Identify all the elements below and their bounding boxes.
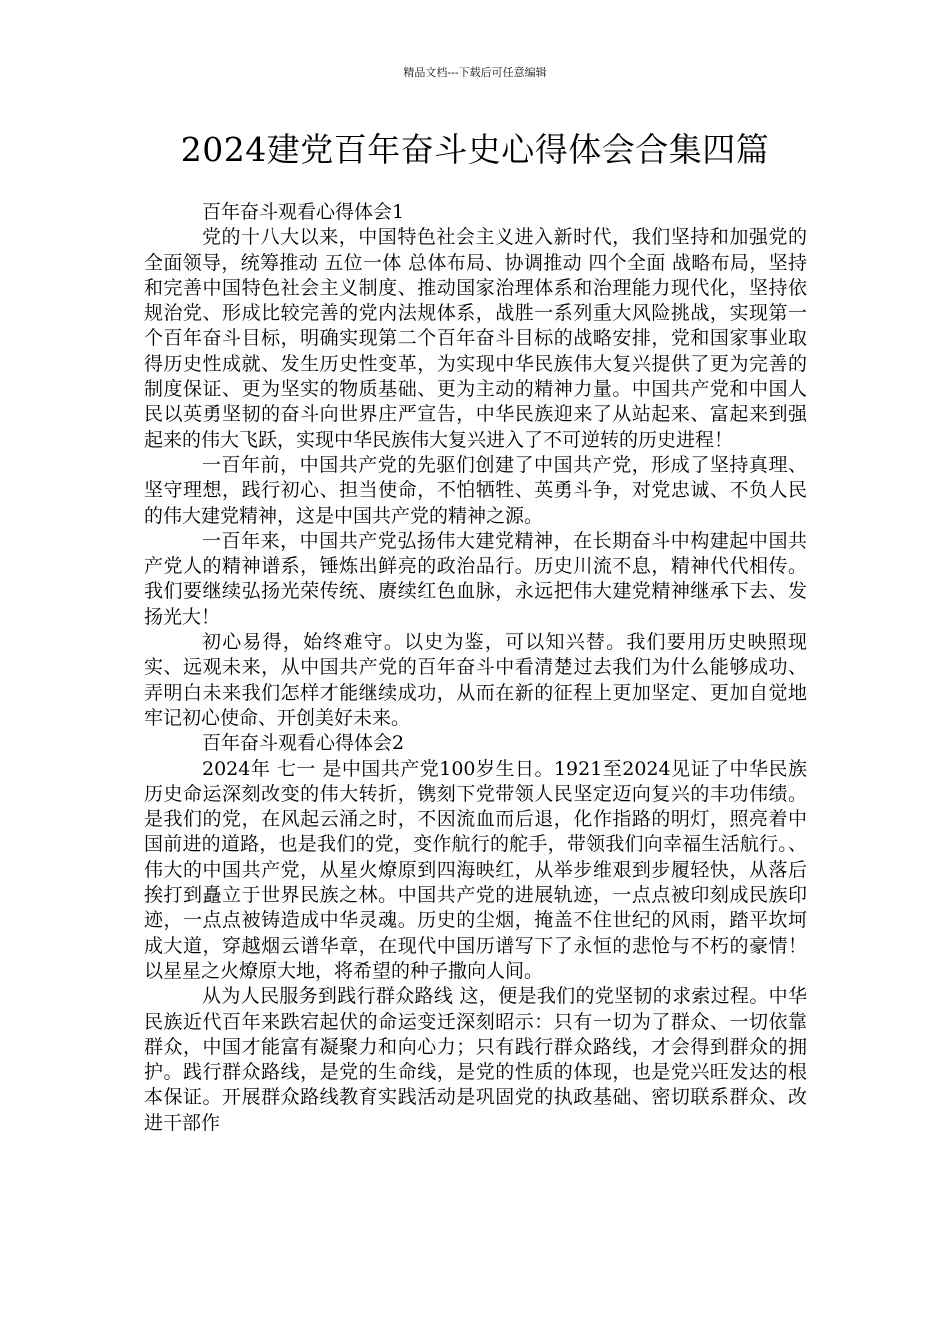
body-paragraph: 初心易得，始终难守。以史为鉴，可以知兴替。我们要用历史映照现实、远观未来，从中国共产党的百年奋斗中看清楚过去我们为什么能够成功、弄明白未来我们怎样才能继续成功，从而在新的征程上更加坚定、更加自觉地牢记初心使命、开创美好未来。 <box>144 631 807 729</box>
body-paragraph: 一百年前，中国共产党的先驱们创建了中国共产党，形成了坚持真理、坚守理想，践行初心、担当使命，不怕牺牲、英勇斗争，对党忠诚、不负人民的伟大建党精神，这是中国共产党的精神之源。 <box>144 453 807 527</box>
document-body <box>144 200 807 1136</box>
body-paragraph: 从为人民服务到践行群众路线 这，便是我们的党坚韧的求索过程。中华民族近代百年来跌宕起伏的命运变迁深刻昭示：只有一切为了群众、一切依靠群众，中国才能富有凝聚力和向心力；只有践行群众路线，才会得到群众的拥护。践行群众路线，是党的生命线，是党的性质的体现，也是党兴旺发达的根本保证。开展群众路线教育实践活动是巩固党的执政基础、密切联系群众、改进干部作 <box>144 985 807 1134</box>
body-paragraph: 党的十八大以来，中国特色社会主义进入新时代，我们坚持和加强党的全面领导，统筹推动 五位一体 总体布局、协调推动 四个全面 战略布局，坚持和完善中国特色社会主义制度、推动国家治理体系和治理能力现代化，坚持依规治党、形成比较完善的党内法规体系，战胜一系列重大风险挑战，实现第一个百年奋斗目标，明确实现第二个百年奋斗目标的战略安排，党和国家事业取得历史性成就、发生历史性变革，为实现中华民族伟大复兴提供了更为完善的制度保证、更为坚实的物质基础、更为主动的精神力量。中国共产党和中国人民以英勇坚韧的奋斗向世界庄严宣告，中华民族迎来了从站起来、富起来到强起来的伟大飞跃，实现中华民族伟大复兴进入了不可逆转的历史进程！ <box>144 226 807 451</box>
body-paragraph: 2024年 七一 是中国共产党100岁生日。1921至2024见证了中华民族历史命运深刻改变的伟大转折，镌刻下党带领人民坚定迈向复兴的丰功伟绩。是我们的党，在风起云涌之时，不因流血而后退，化作指路的明灯，照亮着中国前进的道路，也是我们的党，变作航行的舵手，带领我们向幸福生活航行。、伟大的中国共产党，从星火燎原到四海映红，从举步维艰到步履轻快，从落后挨打到矗立于世界民族之林。中国共产党的进展轨迹，一点点被印刻成民族印迹，一点点被铸造成中华灵魂。历史的尘烟，掩盖不住世纪的风雨，踏平坎坷成大道，穿越烟云谱华章，在现代中国历谱写下了永恒的悲怆与不朽的豪情！以星星之火燎原大地，将希望的种子撒向人间。 <box>144 757 807 982</box>
document-title: 2024建党百年奋斗史心得体会合集四篇 <box>180 130 770 169</box>
body-paragraph: 一百年来，中国共产党弘扬伟大建党精神，在长期奋斗中构建起中国共产党人的精神谱系，锤炼出鲜亮的政治品行。历史川流不息，精神代代相传。我们要继续弘扬光荣传统、赓续红色血脉，永远把伟大建党精神继承下去、发扬光大！ <box>144 529 807 628</box>
page-header-note: 精品文档---下载后可任意编辑 <box>403 66 547 79</box>
section-heading: 百年奋斗观看心得体会1 <box>202 201 405 223</box>
section-heading: 百年奋斗观看心得体会2 <box>202 732 405 755</box>
